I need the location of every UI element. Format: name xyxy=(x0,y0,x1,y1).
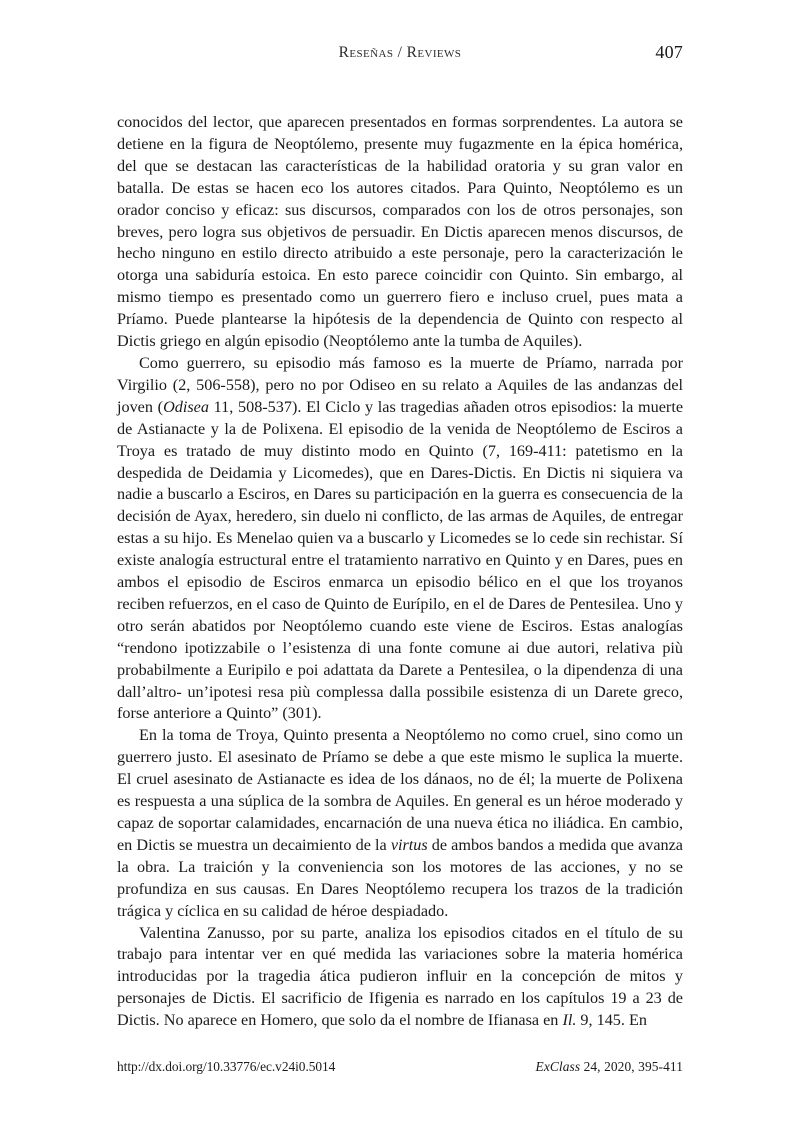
text-run: En la toma de Troya, Quinto presenta a Neoptólemo no como cruel, sino como un guerrero justo. El asesinato de Príamo se debe a que este mismo le suplica la muerte. El cruel asesinato de Astianacte es idea de los dánaos, no de él; la muerte de Polixena es respuesta a una súplica de la sombra de Aquiles. En general es un héroe moderado y capaz de soportar calamidades, encarnación de una nueva ética no iliádica. En cambio, en Dictis se muestra un decaimiento de la xyxy=(117,726,683,854)
page-number: 407 xyxy=(655,42,683,62)
journal-citation-detail: 24, 2020, 395-411 xyxy=(580,1059,683,1074)
italic-run: Il. xyxy=(562,1011,577,1030)
italic-run: virtus xyxy=(390,835,428,854)
running-head-title: Reseñas / Reviews xyxy=(338,44,462,61)
body-text-block xyxy=(117,112,683,1032)
doi-link[interactable]: http://dx.doi.org/10.33776/ec.v24i0.5014 xyxy=(117,1059,336,1074)
journal-citation xyxy=(536,1059,683,1075)
text-run: Valentina Zanusso, por su parte, analiza los episodios citados en el título de su trabajo para intentar ver en qué medida las variaciones sobre la materia homérica introducidas por la tragedia ática pudieron influir en la concepción de mitos y personajes de Dictis. El sacrificio de Ifigenia es narrado en los capítulos 19 a 23 de Dictis. No aparece en Homero, que solo da el nombre de Ifianasa en xyxy=(117,923,683,1030)
text-run: Como guerrero, su episodio más famoso es la muerte de Príamo, narrada por Virgilio (2, 506-558), pero no por Odiseo en su relato a Aquiles de las andanzas del joven ( xyxy=(117,353,683,416)
text-run: 9, 145. En xyxy=(576,1011,647,1030)
paragraph xyxy=(117,353,683,725)
text-run: de ambos bandos a medida que avanza la obra. La traición y la conveniencia son los motores de las acciones, y no se profundiza en sus causas. En Dares Neoptólemo recupera los trazos de la tradición trágica y cíclica en su calidad de héroe despiadado. xyxy=(117,835,683,920)
page-footer xyxy=(117,1059,683,1083)
journal-title: ExClass xyxy=(535,1059,581,1074)
text-run: 11, 508-537). El Ciclo y las tragedias añaden otros episodios: la muerte de Astianacte y la de Polixena. El episodio de la venida de Neoptólemo de Esciros a Troya es tratado de muy distinto modo en Quinto (7, 169-411: patetismo en la despedida de Deidamia y Licomedes), que en Dares-Dictis. En Dictis ni siquiera va nadie a buscarlo a Esciros, en Dares su participación en la guerra es consecuencia de la decisión de Ayax, heredero, sin duelo ni conflicto, de las armas de Aquiles, de entregar estas a su hijo. Es Menelao quien va a buscarlo y Licomedes se lo cede sin rechistar. Sí existe analogía estructural entre el tratamiento narrativo en Quinto y en Dares, pues en ambos el episodio de Esciros enmarca un episodio bélico en el que los troyanos reciben refuerzos, en el caso de Quinto de Eurípilo, en el de Dares de Pentesilea. Uno y otro serán abatidos por Neoptólemo cuando este viene de Esciros. Estas analogías “rendono ipotizzabile o l’esistenza di una fonte comune ai due autori, relativa più probabilmente a Euripilo e poi adattata da Darete a Pentesilea, o la dipendenza di una dall’altro- un’ipotesi resa più complessa dalla possibile esistenza di un Darete greco, forse anteriore a Quinto” (301). xyxy=(117,397,684,723)
paragraph xyxy=(117,725,683,922)
paragraph xyxy=(117,923,683,1033)
italic-run: Odisea xyxy=(163,397,209,416)
text-run: conocidos del lector, que aparecen presentados en formas sorprendentes. La autora se detiene en la figura de Neoptólemo, presente muy fugazmente en la épica homérica, del que se destacan las características de la habilidad oratoria y su gran valor en batalla. De estas se hacen eco los autores citados. Para Quinto, Neoptólemo es un orador conciso y eficaz: sus discursos, comparados con los de otros personajes, son breves, pero logra sus objetivos de persuadir. En Dictis aparecen menos discursos, de hecho ninguno en estilo directo atribuido a este personaje, pero la caracterización le otorga una sabiduría estoica. En esto parece coincidir con Quinto. Sin embargo, al mismo tiempo es presentado como un guerrero fiero e incluso cruel, pues mata a Príamo. Puede plantearse la hipótesis de la dependencia de Quinto con respecto al Dictis griego en algún episodio (Neoptólemo ante la tumba de Aquiles). xyxy=(117,113,683,351)
running-head xyxy=(117,44,683,70)
paragraph xyxy=(117,112,683,353)
